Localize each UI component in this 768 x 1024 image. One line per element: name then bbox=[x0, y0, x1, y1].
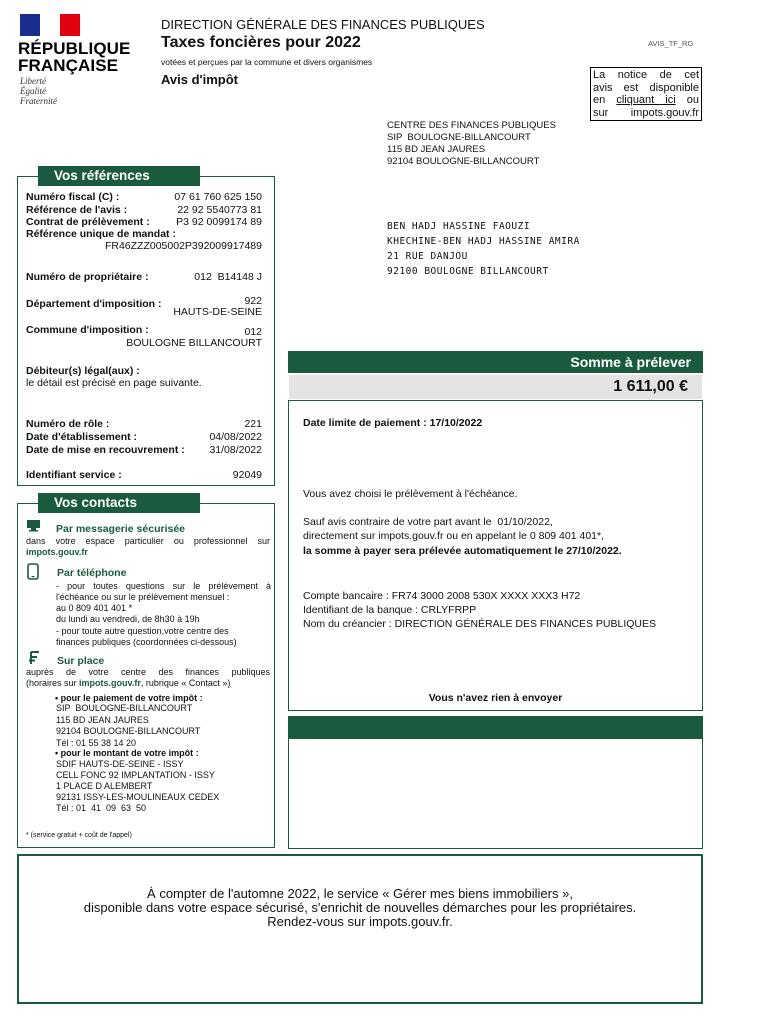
payment-header: Somme à prélever bbox=[570, 354, 691, 370]
header-direction: DIRECTION GÉNÉRALE DES FINANCES PUBLIQUES bbox=[161, 17, 485, 32]
notice-link[interactable]: cliquant ici bbox=[616, 94, 676, 106]
pay-line-3: 92104 BOULOGNE-BILLANCOURT bbox=[56, 726, 201, 736]
role-value: 221 bbox=[244, 418, 262, 430]
commune-label: Commune d'imposition : bbox=[26, 324, 149, 336]
mandat-value: FR46ZZZ005002P392009917489 bbox=[104, 240, 262, 252]
date-limite: Date limite de paiement : 17/10/2022 bbox=[303, 417, 483, 429]
ref-mandat bbox=[26, 228, 262, 252]
place-line-2 bbox=[26, 678, 230, 689]
ref-etablissement bbox=[26, 431, 262, 443]
notice-line-3-post: ou bbox=[686, 94, 699, 106]
ref-numero-fiscal bbox=[26, 191, 262, 203]
sauf-line-1: Sauf avis contraire de votre part avant le 01/10/2022, bbox=[303, 516, 553, 528]
tel-line-6: finances publiques (coordonnées ci-dessous) bbox=[56, 637, 237, 647]
mont-line-2: CELL FONC 92 IMPLANTATION - ISSY bbox=[56, 770, 215, 780]
phone-icon bbox=[27, 563, 39, 580]
mandat-label: Référence unique de mandat : bbox=[26, 228, 176, 240]
departement-label: Département d'imposition : bbox=[26, 298, 162, 310]
recipient-line-3: 21 RUE DANJOU bbox=[387, 251, 468, 262]
logo-title: RÉPUBLIQUE FRANÇAISE bbox=[18, 39, 131, 75]
ref-contrat bbox=[26, 216, 262, 228]
etablissement-label: Date d'établissement : bbox=[26, 431, 138, 443]
montant-title: • pour le montant de votre impôt : bbox=[55, 748, 199, 758]
prelevement-choix: Vous avez choisi le prélèvement à l'échéance. bbox=[303, 488, 518, 500]
franc-currency-icon bbox=[28, 651, 40, 665]
recouvrement-label: Date de mise en recouvrement : bbox=[26, 444, 185, 456]
service-value: 92049 bbox=[232, 469, 262, 481]
computer-icon bbox=[26, 519, 41, 532]
place-link[interactable]: impots.gouv.fr bbox=[79, 678, 141, 688]
compte-bancaire: Compte bancaire : FR74 3000 2008 530X XXXX XXX3 H72 bbox=[303, 590, 581, 602]
pay-line-1: SIP BOULOGNE-BILLANCOURT bbox=[56, 703, 193, 713]
tax-centre-address bbox=[387, 120, 556, 168]
contrat-label: Contrat de prélèvement : bbox=[26, 216, 150, 228]
place-title: Sur place bbox=[57, 655, 105, 667]
recipient-line-1: BEN HADJ HASSINE FAOUZI bbox=[387, 221, 531, 232]
commune-code: 012 bbox=[244, 326, 262, 338]
debiteur-text: le détail est précisé en page suivante. bbox=[26, 377, 202, 389]
marianne-flag-icon bbox=[20, 14, 80, 36]
bottom-line-2: disponible dans votre espace sécurisé, s'enrichit de nouvelles démarches pour les propriétaires. bbox=[83, 900, 637, 915]
rien-a-envoyer: Vous n'avez rien à envoyer bbox=[428, 692, 563, 704]
mont-line-4: 92131 ISSY-LES-MOULINEAUX CEDEX bbox=[56, 792, 220, 802]
logo-motto: Liberté Égalité Fraternité bbox=[20, 76, 57, 106]
montant-title-text: pour le montant de votre impôt : bbox=[60, 748, 199, 758]
paiement-title: • pour le paiement de votre impôt : bbox=[55, 693, 203, 703]
recipient-line-2: KHECHINE-BEN HADJ HASSINE AMIRA bbox=[387, 236, 580, 247]
sauf-line-3: la somme à payer sera prélevée automatiquement le 27/10/2022. bbox=[303, 545, 622, 557]
service-label: Identifiant service : bbox=[26, 469, 122, 481]
notice-line-4: sur impots.gouv.fr bbox=[593, 106, 699, 119]
centre-line-2: SIP BOULOGNE-BILLANCOURT bbox=[387, 132, 531, 143]
bottom-line-3: Rendez-vous sur impots.gouv.fr. bbox=[267, 914, 453, 929]
ref-avis-label: Référence de l'avis : bbox=[26, 204, 128, 216]
notice-box bbox=[590, 67, 702, 121]
header-subtitle: votées et perçues par la commune et divers organismes bbox=[161, 57, 373, 67]
messagerie-text: dans votre espace particulier ou professionnel sur bbox=[26, 536, 270, 546]
sauf-line-2: directement sur impots.gouv.fr ou en appelant le 0 809 401 401*, bbox=[303, 530, 604, 542]
debiteur-label: Débiteur(s) légal(aux) : bbox=[26, 365, 140, 377]
departement-name: HAUTS-DE-SEINE bbox=[173, 306, 262, 318]
tel-line-4: du lundi au vendredi, de 8h30 à 19h bbox=[56, 614, 200, 624]
ref-avis-value: 22 92 5540773 81 bbox=[177, 204, 262, 216]
notice-line-3 bbox=[593, 94, 699, 107]
ref-recouvrement bbox=[26, 444, 262, 456]
references-tab: Vos références bbox=[38, 166, 200, 186]
numero-fiscal-label: Numéro fiscal (C) : bbox=[26, 191, 120, 203]
secondary-header-band bbox=[288, 716, 703, 738]
page-title: Taxes foncières pour 2022 bbox=[161, 34, 361, 51]
centre-line-3: 115 BD JEAN JAURES bbox=[387, 144, 486, 155]
messagerie-title: Par messagerie sécurisée bbox=[56, 523, 186, 535]
departement-code: 922 bbox=[244, 295, 262, 307]
tel-line-5: - pour toute autre question,votre centre des bbox=[56, 626, 229, 636]
role-label: Numéro de rôle : bbox=[26, 418, 110, 430]
payment-header-band bbox=[288, 351, 703, 373]
ref-service bbox=[26, 469, 262, 481]
nom-creancier: Nom du créancier : DIRECTION GÉNÉRALE DES FINANCES PUBLIQUES bbox=[303, 618, 657, 630]
recipient-line-4: 92100 BOULOGNE BILLANCOURT bbox=[387, 266, 549, 277]
ref-departement bbox=[26, 295, 262, 318]
pay-line-2: 115 BD JEAN JAURES bbox=[56, 715, 149, 725]
contrat-value: P3 92 0099174 89 bbox=[176, 216, 262, 228]
telephone-title: Par téléphone bbox=[57, 567, 127, 579]
contacts-tab: Vos contacts bbox=[38, 493, 200, 513]
ref-commune bbox=[26, 324, 262, 349]
payment-amount: 1 611,00 € bbox=[613, 378, 688, 395]
mont-line-3: 1 PLACE D ALEMBERT bbox=[56, 781, 153, 791]
recouvrement-value: 31/08/2022 bbox=[209, 444, 262, 456]
etablissement-value: 04/08/2022 bbox=[209, 431, 262, 443]
republique-francaise-logo bbox=[14, 14, 129, 110]
paiement-title-text: pour le paiement de votre impôt : bbox=[60, 693, 203, 703]
place-line-2-pre: (horaires sur bbox=[26, 678, 77, 688]
payment-amount-band bbox=[289, 375, 702, 399]
tel-line-2: l'échéance ou sur le prélèvement mensuel : bbox=[56, 592, 230, 602]
numero-fiscal-value: 07 61 760 625 150 bbox=[174, 191, 262, 203]
bottom-info-box bbox=[17, 854, 703, 1004]
place-line-1: auprès de votre centre des finances publiques bbox=[26, 667, 270, 677]
recipient-address bbox=[387, 219, 580, 279]
ref-proprietaire bbox=[26, 271, 262, 283]
bottom-text bbox=[19, 887, 701, 929]
tel-line-3: au 0 809 401 401 * bbox=[56, 603, 133, 613]
place-line-2-post: , rubrique « Contact ») bbox=[140, 678, 231, 688]
notice-line-2: avis est disponible bbox=[593, 81, 699, 94]
identifiant-banque: Identifiant de la banque : CRLYFRPP bbox=[303, 604, 477, 616]
bottom-line-1: À compter de l'automne 2022, le service « Gérer mes biens immobiliers », bbox=[147, 886, 573, 901]
mont-line-5: Tél : 01 41 09 63 50 bbox=[56, 803, 147, 813]
proprietaire-label: Numéro de propriétaire : bbox=[26, 271, 149, 283]
notice-line-3-pre: en bbox=[593, 94, 606, 106]
pay-line-4: Tél : 01 55 38 14 20 bbox=[56, 738, 137, 748]
contacts-footnote: * (service gratuit + coût de l'appel) bbox=[26, 832, 132, 839]
centre-line-4: 92104 BOULOGNE-BILLANCOURT bbox=[387, 156, 540, 167]
ref-debiteur bbox=[26, 365, 262, 389]
secondary-box bbox=[288, 738, 703, 849]
ref-avis bbox=[26, 204, 262, 216]
tel-line-1: - pour toutes questions sur le prélèvement à bbox=[56, 581, 271, 591]
messagerie-link[interactable]: impots.gouv.fr bbox=[26, 547, 88, 557]
document-code: AVIS_TF_RG bbox=[648, 39, 694, 48]
notice-line-1: La notice de cet bbox=[593, 69, 699, 81]
proprietaire-value: 012 B14148 J bbox=[194, 271, 262, 283]
centre-line-1: CENTRE DES FINANCES PUBLIQUES bbox=[387, 120, 556, 131]
commune-name: BOULOGNE BILLANCOURT bbox=[126, 337, 262, 349]
ref-role bbox=[26, 418, 262, 430]
header-avis: Avis d'impôt bbox=[161, 72, 239, 87]
mont-line-1: SDIF HAUTS-DE-SEINE - ISSY bbox=[56, 759, 184, 769]
